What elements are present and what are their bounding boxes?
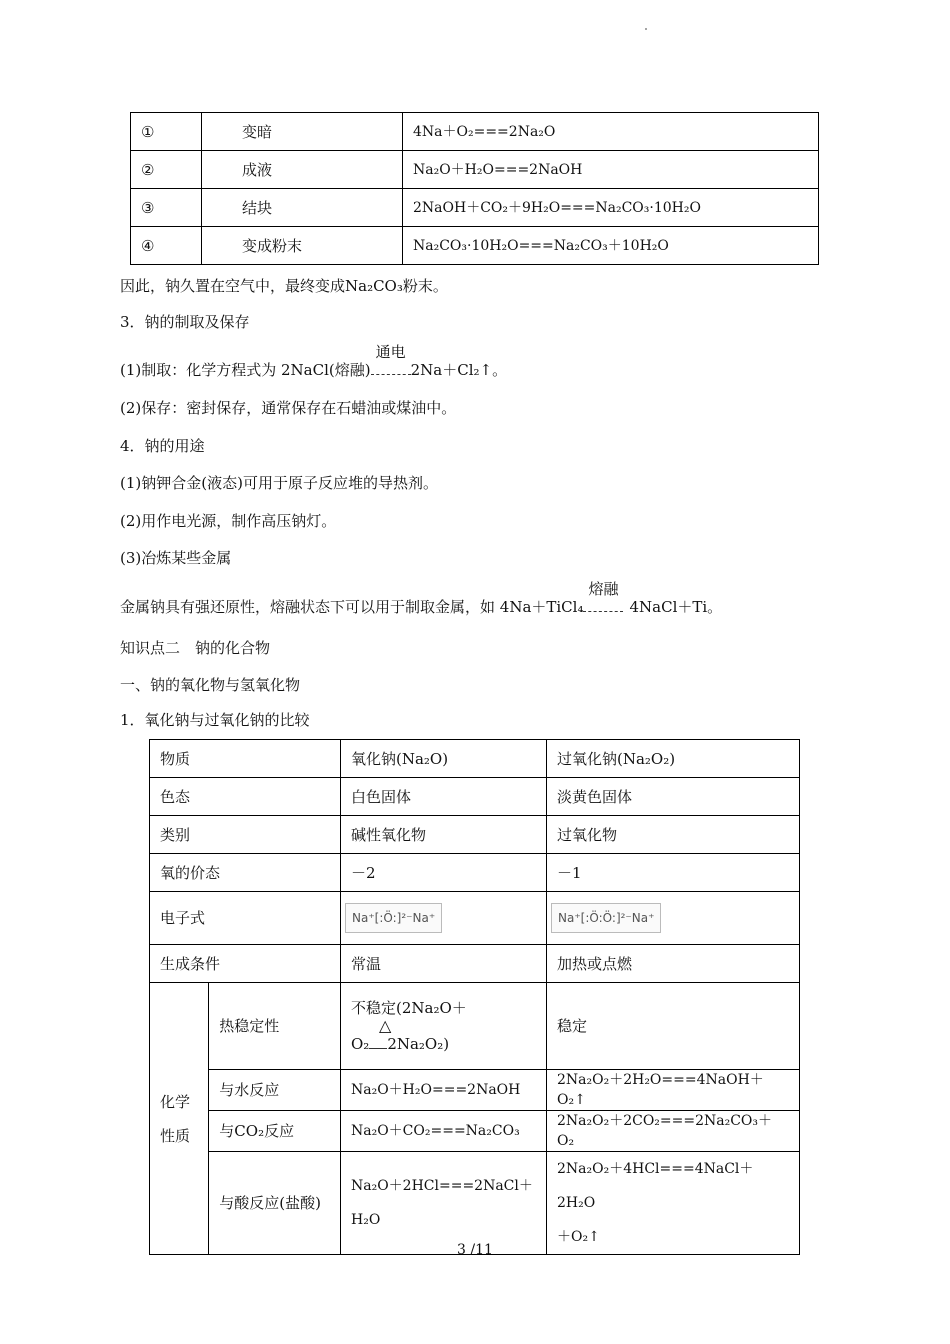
- preparation-suffix: 2Na＋Cl₂↑。: [410, 361, 508, 379]
- use-1: (1)钠钾合金(液态)可用于原子反应堆的导热剂。: [120, 474, 438, 492]
- row-label: 氧的价态: [150, 854, 341, 892]
- table-row: [131, 151, 819, 189]
- step-equation: 4Na＋O₂===2Na₂O: [403, 113, 819, 151]
- thermal-reactant: O₂: [351, 1035, 370, 1053]
- cell: 过氧化物: [547, 816, 800, 854]
- acid-na2o: [341, 1152, 547, 1255]
- table-row: [131, 227, 819, 265]
- cell: Na₂O＋CO₂===Na₂CO₃: [341, 1111, 547, 1152]
- sodium-air-table: [130, 112, 819, 265]
- chem-properties-label: 化学性质: [150, 983, 209, 1255]
- step-stage: 成液: [202, 151, 403, 189]
- step-stage: 变成粉末: [202, 227, 403, 265]
- step-number: ①: [131, 113, 202, 151]
- cell: 加热或点燃: [547, 945, 800, 983]
- col-na2o: 氧化钠(Na₂O): [341, 740, 547, 778]
- cell: 2Na₂O₂＋2CO₂===2Na₂CO₃＋O₂: [547, 1111, 800, 1152]
- molten-condition: 熔融: [588, 580, 619, 598]
- acid-na2o2-line-1: 2Na₂O₂＋4HCl===4NaCl＋2H₂O: [557, 1161, 754, 1211]
- row-label: 物质: [150, 740, 341, 778]
- preparation-prefix: (1)制取：化学方程式为 2NaCl(熔融): [120, 361, 371, 379]
- na2o-electron-formula: Na⁺[:Ö:]²⁻Na⁺: [345, 903, 442, 933]
- row-label: 与CO₂反应: [209, 1111, 341, 1152]
- cell: －1: [547, 854, 800, 892]
- table-row: [131, 113, 819, 151]
- metal-prefix: 金属钠具有强还原性，熔融状态下可以用于制取金属，如 4Na＋TiCl₄: [120, 598, 584, 616]
- row-label: 与水反应: [209, 1070, 341, 1111]
- cell: 常温: [341, 945, 547, 983]
- cell: 稳定: [547, 983, 800, 1070]
- subsection-1-title: 1．氧化钠与过氧化钠的比较: [120, 711, 310, 729]
- thermal-na2o: [341, 983, 547, 1070]
- section-4-title: 4．钠的用途: [120, 437, 205, 455]
- table-row: [150, 740, 800, 778]
- electrolysis-condition: 通电: [375, 343, 406, 361]
- cell: 白色固体: [341, 778, 547, 816]
- acid-na2o2: [547, 1152, 800, 1255]
- cell: 淡黄色固体: [547, 778, 800, 816]
- preparation-line: [120, 343, 508, 380]
- step-number: ③: [131, 189, 202, 227]
- cell: －2: [341, 854, 547, 892]
- acid-na2o2-line-2: ＋O₂↑: [557, 1229, 600, 1245]
- metal-suffix: 4NaCl＋Ti。: [629, 598, 723, 616]
- acid-na2o-line-2: H₂O: [351, 1212, 381, 1228]
- step-number: ②: [131, 151, 202, 189]
- heat-symbol: △: [379, 1016, 392, 1035]
- row-label: 与酸反应(盐酸): [209, 1152, 341, 1255]
- cell: 碱性氧化物: [341, 816, 547, 854]
- row-label: 色态: [150, 778, 341, 816]
- use-2: (2)用作电光源，制作高压钠灯。: [120, 512, 337, 530]
- thermal-product: 2Na₂O₂): [387, 1035, 450, 1053]
- table-row: [150, 983, 800, 1070]
- col-na2o2: 过氧化钠(Na₂O₂): [547, 740, 800, 778]
- metal-line: [120, 580, 723, 617]
- table-row: [150, 1070, 800, 1111]
- table-row: [150, 1152, 800, 1255]
- row-label: 类别: [150, 816, 341, 854]
- step-stage: 变暗: [202, 113, 403, 151]
- table-row: [150, 1111, 800, 1152]
- conclusion-text: 因此，钠久置在空气中，最终变成Na₂CO₃粉末。: [120, 277, 448, 295]
- knowledge-point-2: 知识点二 钠的化合物: [120, 639, 271, 657]
- step-equation: Na₂CO₃·10H₂O===Na₂CO₃＋10H₂O: [403, 227, 819, 265]
- oxide-comparison-table: [149, 739, 800, 1255]
- page-number: 3 /11: [457, 1242, 493, 1258]
- table-row: [150, 892, 800, 945]
- step-equation: 2NaOH＋CO₂＋9H₂O===Na₂CO₃·10H₂O: [403, 189, 819, 227]
- molten-arrow: [583, 580, 623, 617]
- section-3-title: 3．钠的制取及保存: [120, 313, 250, 331]
- cell: 2Na₂O₂＋2H₂O===4NaOH＋O₂↑: [547, 1070, 800, 1111]
- storage-line: (2)保存：密封保存，通常保存在石蜡油或煤油中。: [120, 399, 457, 417]
- thermal-line-1: 不稳定(2Na₂O＋: [351, 999, 467, 1017]
- table-row: [150, 816, 800, 854]
- use-3: (3)冶炼某些金属: [120, 549, 232, 567]
- table-row: [150, 945, 800, 983]
- section-one-title: 一、钠的氧化物与氢氧化物: [120, 676, 301, 694]
- row-label: 热稳定性: [209, 983, 341, 1070]
- row-label: 生成条件: [150, 945, 341, 983]
- scan-dot: [645, 28, 647, 30]
- table-row: [131, 189, 819, 227]
- acid-na2o-line-1: Na₂O＋2HCl===2NaCl＋: [351, 1178, 533, 1194]
- row-label: 电子式: [150, 892, 341, 945]
- step-number: ④: [131, 227, 202, 265]
- step-equation: Na₂O＋H₂O===2NaOH: [403, 151, 819, 189]
- na2o2-electron-formula: Na⁺[:Ö:Ö:]²⁻Na⁺: [551, 903, 661, 933]
- step-stage: 结块: [202, 189, 403, 227]
- table-row: [150, 778, 800, 816]
- electrolysis-arrow: [371, 343, 411, 380]
- table-row: [150, 854, 800, 892]
- cell: Na₂O＋H₂O===2NaOH: [341, 1070, 547, 1111]
